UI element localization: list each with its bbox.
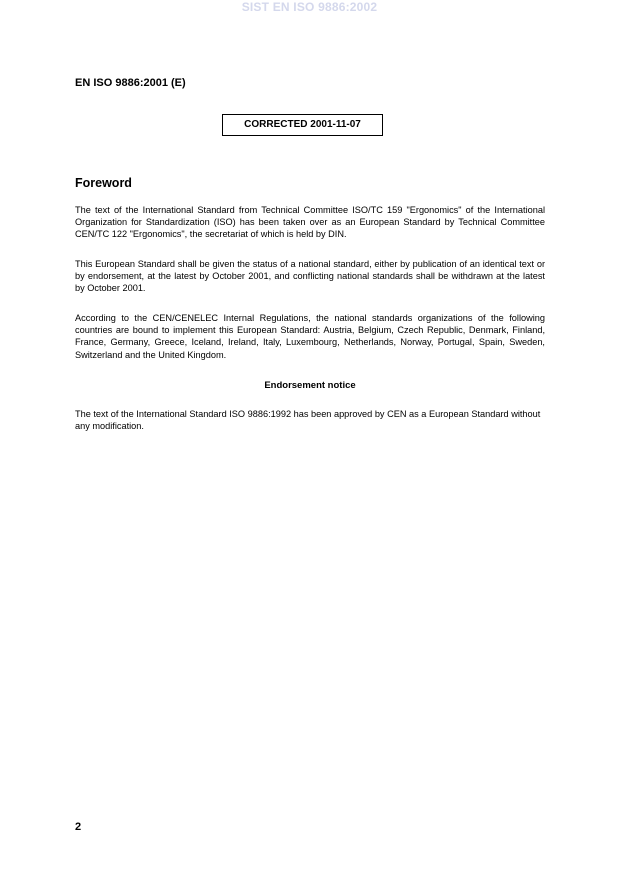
foreword-heading: Foreword bbox=[75, 176, 132, 190]
foreword-paragraph-3: According to the CEN/CENELEC Internal Regulations, the national standards organizations of the following countries are bound to implement this European Standard: Austria, Belgium, Czech Republic, Denmark, Finland, France, Germany, Greece, Iceland, Ireland, Italy, Luxembourg, Netherlands, Norway, Portugal, Spain, Sweden, Switzerland and the United Kingdom. bbox=[75, 313, 545, 360]
foreword-paragraph-1: The text of the International Standard from Technical Committee ISO/TC 159 "Ergonomics" of the International Organization for Standardization (ISO) has been taken over as an European Standard by Technical Committee CEN/TC 122 "Ergonomics", the secretariat of which is held by DIN. bbox=[75, 205, 545, 240]
document-id: EN ISO 9886:2001 (E) bbox=[75, 77, 186, 89]
endorsement-heading: Endorsement notice bbox=[264, 380, 356, 391]
foreword-paragraph-2: This European Standard shall be given the status of a national standard, either by publication of an identical text or by endorsement, at the latest by October 2001, and conflicting national standards shall be withdrawn at the latest by October 2001. bbox=[75, 259, 545, 294]
page-number: 2 bbox=[75, 821, 82, 833]
corrected-stamp: CORRECTED 2001-11-07 bbox=[222, 114, 383, 136]
endorsement-paragraph: The text of the International Standard ISO 9886:1992 has been approved by CEN as a European Standard without any modification. bbox=[75, 409, 541, 432]
watermark-text: SIST EN ISO 9886:2002 bbox=[241, 0, 378, 14]
